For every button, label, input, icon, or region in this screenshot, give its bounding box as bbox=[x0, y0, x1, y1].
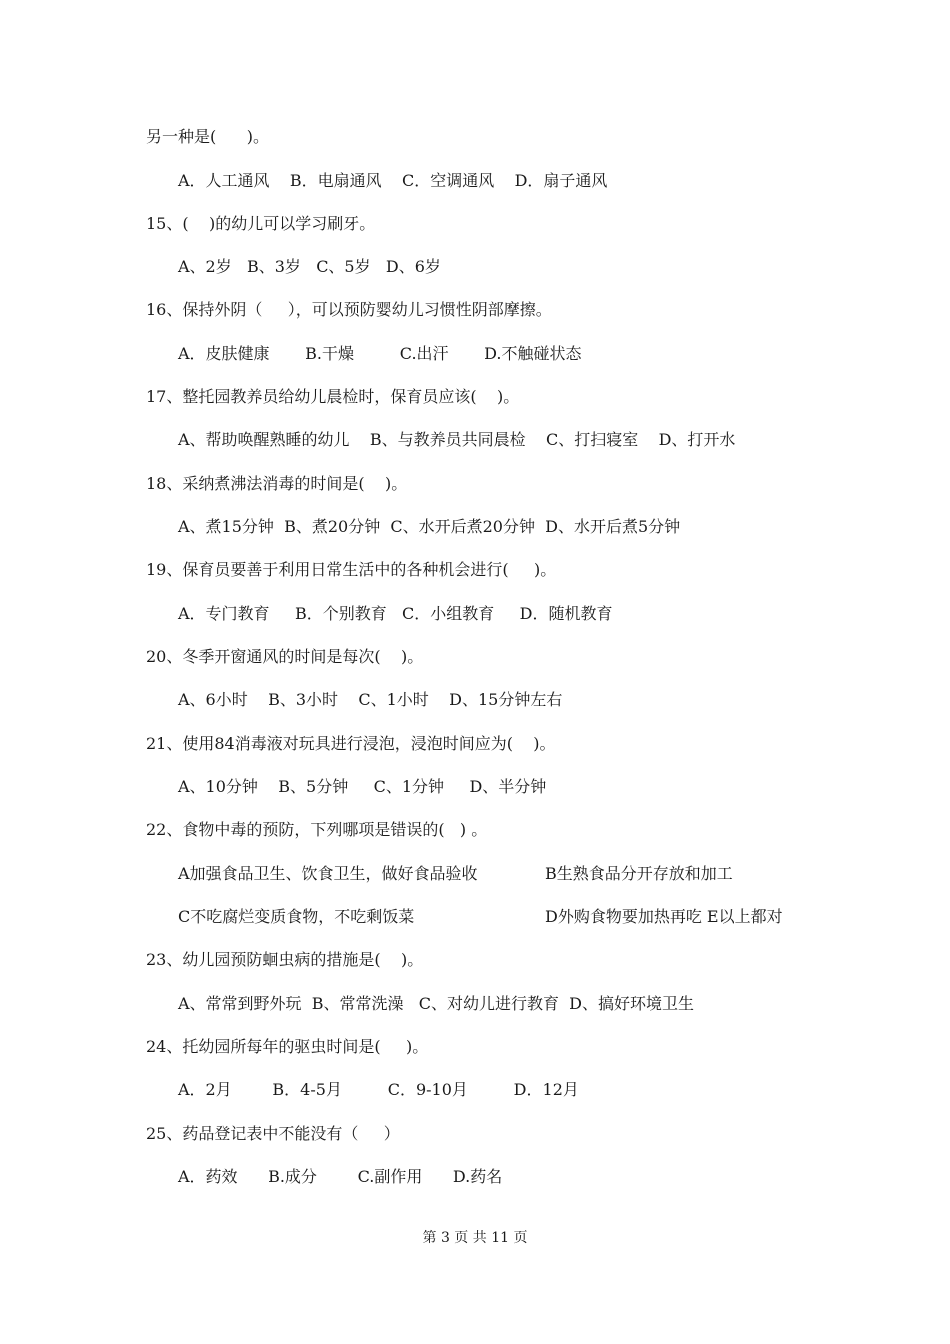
option-text: C不吃腐烂变质食物，不吃剩饭菜 bbox=[178, 907, 415, 926]
options-text: A．2月 B．4-5月 C．9-10月 D．12月 bbox=[178, 1080, 579, 1099]
question-text: 23、幼儿园预防蛔虫病的措施是( )。 bbox=[146, 950, 424, 969]
options-text: A、6小时 B、3小时 C、1小时 D、15分钟左右 bbox=[178, 690, 563, 709]
options-text: A．专门教育 B．个别教育 C．小组教育 D．随机教育 bbox=[178, 604, 613, 623]
question-text: 16、保持外阴（ ），可以预防婴幼儿习惯性阴部摩擦。 bbox=[146, 300, 552, 319]
options-text: A．人工通风 B．电扇通风 C．空调通风 D．扇子通风 bbox=[178, 171, 608, 190]
question-text: 21、使用84消毒液对玩具进行浸泡，浸泡时间应为( )。 bbox=[146, 734, 556, 753]
question-text: 另一种是( )。 bbox=[146, 127, 270, 146]
option-text: A加强食品卫生、饮食卫生，做好食品验收 bbox=[178, 864, 478, 883]
options-text: A、10分钟 B、5分钟 C、1分钟 D、半分钟 bbox=[178, 777, 547, 796]
options-text: A．皮肤健康 B.干燥 C.出汗 D.不触碰状态 bbox=[178, 344, 582, 363]
question-text: 17、整托园教养员给幼儿晨检时，保育员应该( )。 bbox=[146, 387, 520, 406]
page-footer: 第 3 页 共 11 页 bbox=[422, 1230, 528, 1246]
question-text: 24、托幼园所每年的驱虫时间是( )。 bbox=[146, 1037, 429, 1056]
option-text: D外购食物要加热再吃 E以上都对 bbox=[545, 907, 783, 926]
options-text: A、煮15分钟 B、煮20分钟 C、水开后煮20分钟 D、水开后煮5分钟 bbox=[178, 517, 681, 536]
option-text: B生熟食品分开存放和加工 bbox=[545, 864, 733, 883]
question-text: 22、食物中毒的预防，下列哪项是错误的( ) 。 bbox=[146, 820, 488, 839]
options-text: A、帮助唤醒熟睡的幼儿 B、与教养员共同晨检 C、打扫寝室 D、打开水 bbox=[178, 430, 736, 449]
question-text: 15、( )的幼儿可以学习刷牙。 bbox=[146, 214, 376, 233]
question-text: 25、药品登记表中不能没有（ ） bbox=[146, 1124, 400, 1143]
question-text: 20、冬季开窗通风的时间是每次( )。 bbox=[146, 647, 424, 666]
question-text: 19、保育员要善于利用日常生活中的各种机会进行( )。 bbox=[146, 560, 557, 579]
options-text: A、常常到野外玩 B、常常洗澡 C、对幼儿进行教育 D、搞好环境卫生 bbox=[178, 994, 694, 1013]
question-text: 18、采纳煮沸法消毒的时间是( )。 bbox=[146, 474, 408, 493]
options-text: A．药效 B.成分 C.副作用 D.药名 bbox=[178, 1167, 503, 1186]
options-text: A、2岁 B、3岁 C、5岁 D、6岁 bbox=[178, 257, 441, 276]
